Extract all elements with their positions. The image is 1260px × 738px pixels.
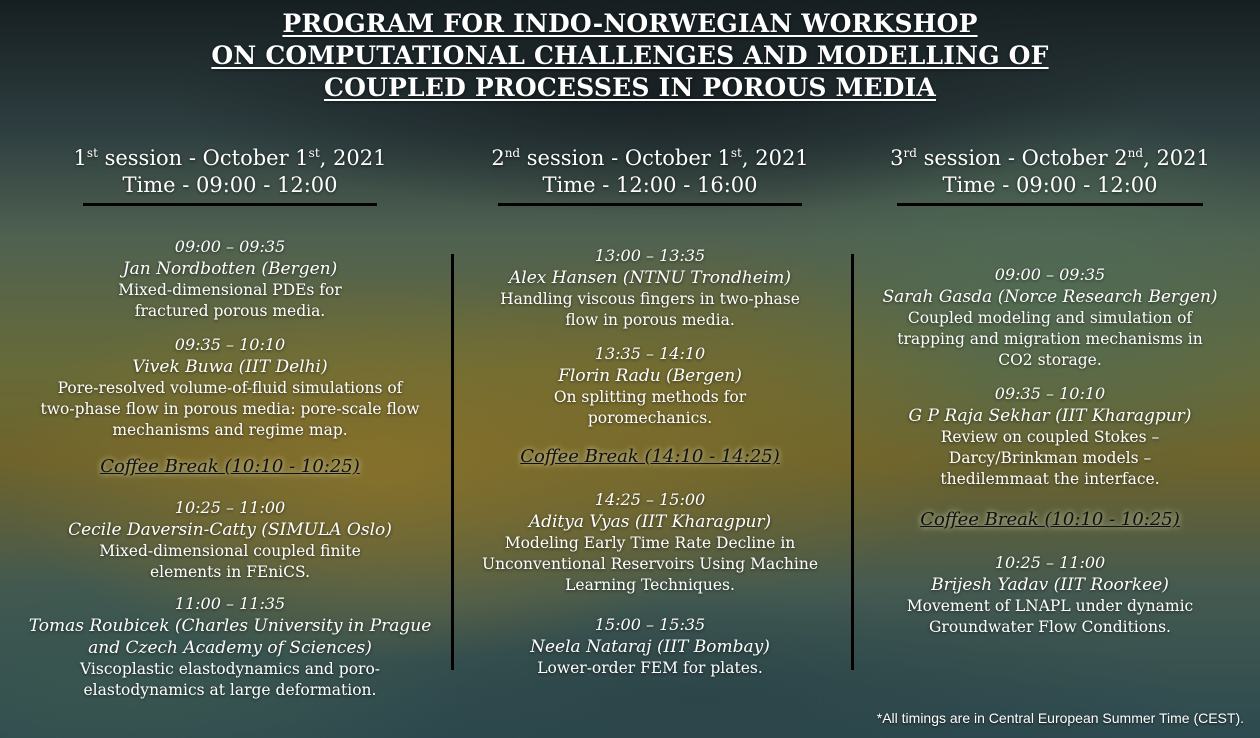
talk-time: 13:00 – 13:35 bbox=[594, 246, 706, 265]
page-title bbox=[0, 8, 1260, 104]
talk-speaker: Aditya Vyas (IIT Kharagpur) bbox=[528, 512, 772, 532]
session-3-heading: 3rd session - October 2nd, 2021 bbox=[890, 146, 1210, 170]
coffee-break: Coffee Break (10:10 - 10:25) bbox=[920, 509, 1180, 530]
talk-desc: Modeling Early Time Rate Decline in bbox=[504, 534, 796, 552]
talk-time: 09:35 – 10:10 bbox=[994, 384, 1106, 403]
talk-desc: flow in porous media. bbox=[565, 311, 735, 329]
talk-desc: Mixed-dimensional PDEs for bbox=[118, 281, 342, 299]
talk-desc: Groundwater Flow Conditions. bbox=[929, 618, 1171, 636]
talk-speaker: Cecile Daversin-Catty (SIMULA Oslo) bbox=[68, 520, 392, 540]
coffee-break: Coffee Break (10:10 - 10:25) bbox=[100, 456, 360, 477]
talk-desc: two-phase flow in porous media: pore-scale flow bbox=[40, 400, 420, 418]
talk-speaker: Alex Hansen (NTNU Trondheim) bbox=[509, 268, 791, 288]
talk-desc: thedilemmaat the interface. bbox=[940, 470, 1160, 488]
talk-desc: On splitting methods for bbox=[553, 388, 747, 406]
talk-speaker: Tomas Roubicek (Charles University in Prague bbox=[28, 616, 432, 636]
talk-speaker: Jan Nordbotten (Bergen) bbox=[122, 259, 338, 279]
footnote: *All timings are in Central European Summer Time (CEST). bbox=[876, 710, 1244, 726]
talk-speaker: Vivek Buwa (IIT Delhi) bbox=[132, 357, 328, 377]
talk-desc: Darcy/Brinkman models – bbox=[948, 449, 1152, 467]
talk-time: 14:25 – 15:00 bbox=[594, 490, 706, 509]
talk-desc: CO2 storage. bbox=[998, 351, 1102, 369]
talk-desc: poromechanics. bbox=[587, 409, 713, 427]
coffee-break: Coffee Break (14:10 - 14:25) bbox=[520, 446, 780, 467]
talk-desc: Handling viscous fingers in two-phase bbox=[500, 290, 800, 308]
talk-time: 10:25 – 11:00 bbox=[994, 553, 1106, 572]
talk-time: 11:00 – 11:35 bbox=[174, 594, 286, 613]
talk-time: 09:00 – 09:35 bbox=[994, 265, 1106, 284]
talk-desc: Lower-order FEM for plates. bbox=[537, 659, 763, 677]
talk-desc: elastodynamics at large deformation. bbox=[83, 681, 377, 699]
talk-desc: Unconventional Reservoirs Using Machine bbox=[482, 555, 818, 573]
talk-time: 09:35 – 10:10 bbox=[174, 335, 286, 354]
talk-desc: Review on coupled Stokes – bbox=[940, 428, 1160, 446]
talk-time: 09:00 – 09:35 bbox=[174, 237, 286, 256]
session-2-time: Time - 12:00 - 16:00 bbox=[542, 173, 758, 197]
talk-desc: mechanisms and regime map. bbox=[112, 421, 348, 439]
title-line-2: ON COMPUTATIONAL CHALLENGES AND MODELLING OF bbox=[211, 41, 1049, 70]
session-3-time: Time - 09:00 - 12:00 bbox=[942, 173, 1158, 197]
talk-desc: Learning Techniques. bbox=[565, 576, 735, 594]
talk-desc: Pore-resolved volume-of-fluid simulations of bbox=[57, 379, 403, 397]
talk-speaker: Florin Radu (Bergen) bbox=[558, 366, 742, 386]
talk-speaker: Neela Nataraj (IIT Bombay) bbox=[530, 637, 770, 657]
talk-desc: elements in FEniCS. bbox=[150, 563, 310, 581]
column-divider-1 bbox=[451, 254, 454, 670]
talk-desc: trapping and migration mechanisms in bbox=[897, 330, 1203, 348]
column-divider-2 bbox=[851, 254, 854, 670]
talk-time: 10:25 – 11:00 bbox=[174, 498, 286, 517]
talk-time: 15:00 – 15:35 bbox=[594, 615, 706, 634]
talk-speaker: and Czech Academy of Sciences) bbox=[88, 638, 372, 658]
title-line-3: COUPLED PROCESSES IN POROUS MEDIA bbox=[323, 73, 936, 102]
talk-desc: Viscoplastic elastodynamics and poro- bbox=[79, 660, 381, 678]
session-1-heading: 1st session - October 1st, 2021 bbox=[73, 146, 387, 170]
session-1-column bbox=[0, 140, 460, 701]
talk-speaker: Brijesh Yadav (IIT Roorkee) bbox=[931, 575, 1169, 595]
session-2-heading: 2nd session - October 1st, 2021 bbox=[491, 146, 809, 170]
talk-desc: Mixed-dimensional coupled finite bbox=[99, 542, 361, 560]
talk-speaker: Sarah Gasda (Norce Research Bergen) bbox=[882, 287, 1218, 307]
talk-desc: Movement of LNAPL under dynamic bbox=[906, 597, 1194, 615]
talk-desc: Coupled modeling and simulation of bbox=[907, 309, 1193, 327]
talk-time: 13:35 – 14:10 bbox=[594, 344, 706, 363]
session-1-time: Time - 09:00 - 12:00 bbox=[122, 173, 338, 197]
talk-speaker: G P Raja Sekhar (IIT Kharagpur) bbox=[908, 406, 1192, 426]
session-2-column bbox=[420, 140, 880, 679]
session-3-column bbox=[820, 140, 1260, 638]
title-line-1: PROGRAM FOR INDO-NORWEGIAN WORKSHOP bbox=[282, 9, 978, 38]
talk-desc: fractured porous media. bbox=[134, 302, 326, 320]
